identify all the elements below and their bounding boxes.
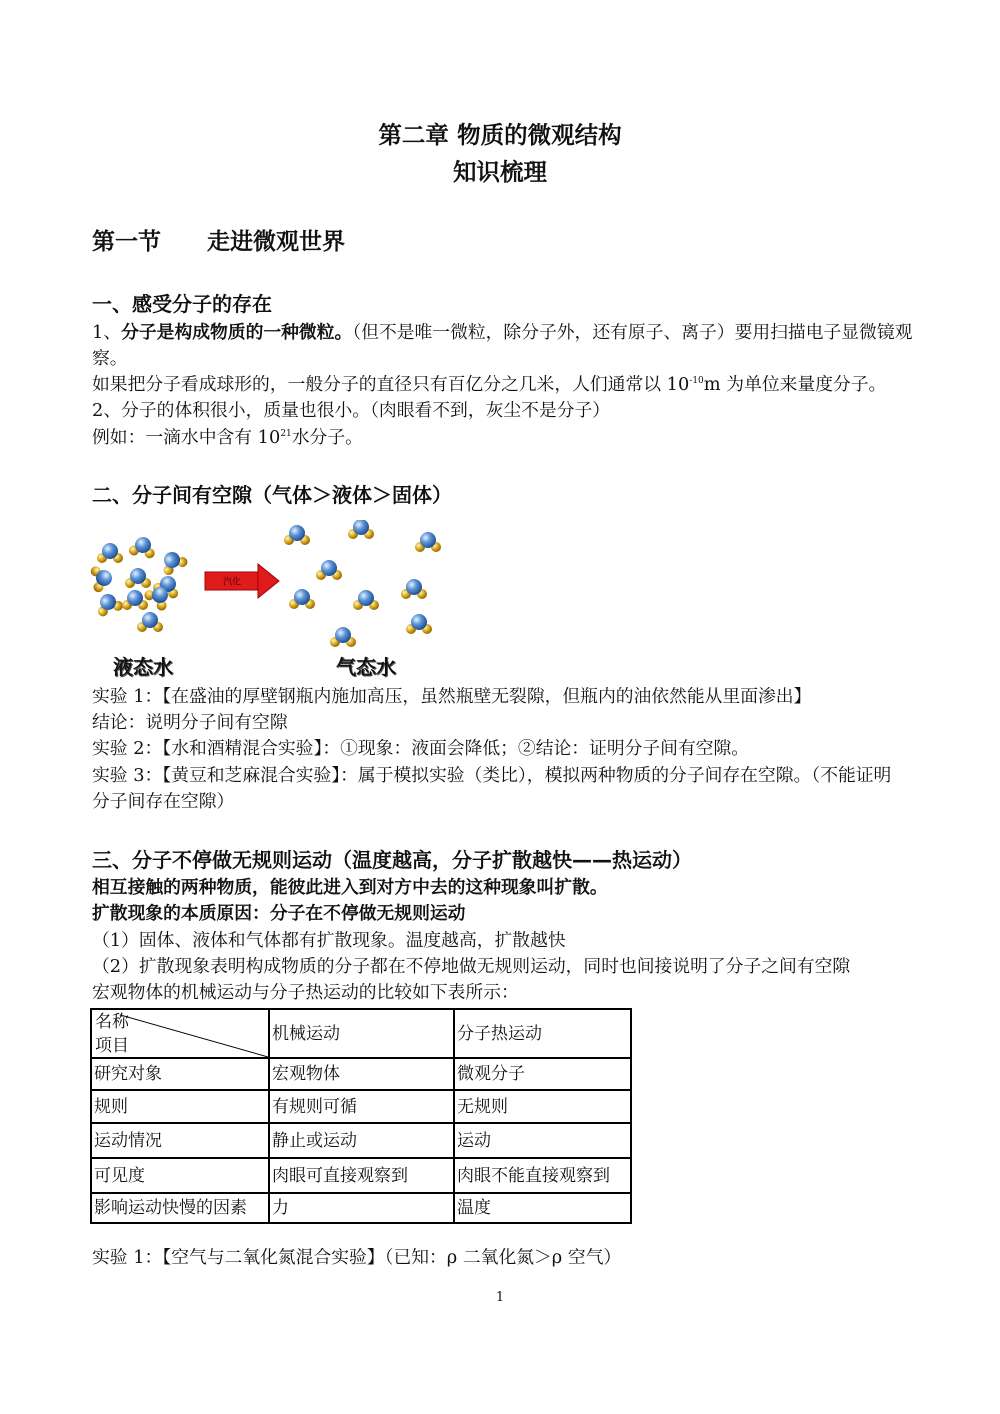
oxygen-atom <box>102 543 118 559</box>
oxygen-atom <box>335 627 351 643</box>
table-header-row <box>91 1009 631 1058</box>
row-header: 可见度 <box>91 1158 269 1193</box>
table-row <box>91 1058 631 1090</box>
table-row <box>91 1090 631 1123</box>
water-molecule <box>137 612 163 632</box>
comparison-table <box>90 1008 632 1224</box>
water-molecule <box>316 560 342 580</box>
point-2-line: （2）扩散现象表明构成物质的分子都在不停地做无规则运动，同时也间接说明了分子之间有空隙 <box>92 956 851 977</box>
fact1-continuation: 察。 <box>92 348 128 369</box>
oxygen-atom <box>406 579 422 595</box>
fact1-number: 1、 <box>92 322 122 343</box>
table-cell: 宏观物体 <box>269 1058 454 1090</box>
evaporation-arrow <box>205 564 279 598</box>
oxygen-atom <box>294 589 310 605</box>
table-cell: 无规则 <box>454 1090 631 1123</box>
experiment-3-continuation: 分子间存在空隙） <box>92 791 235 812</box>
molecule-size-exponent: -10 <box>689 376 704 387</box>
row-header: 运动情况 <box>91 1123 269 1158</box>
water-molecule <box>406 614 432 634</box>
oxygen-atom <box>289 525 305 541</box>
section-heading: 第一节 走进微观世界 <box>92 229 345 255</box>
oxygen-atom <box>420 532 436 548</box>
evaporation-figure <box>85 520 465 650</box>
conclusion-line: 结论：说明分子间有空隙 <box>92 712 288 733</box>
column-header: 分子热运动 <box>454 1009 631 1058</box>
table-cell: 力 <box>269 1193 454 1223</box>
water-molecule <box>289 589 315 609</box>
example-unit: 水分子。 <box>291 427 363 448</box>
chapter-title: 第二章 物质的微观结构 <box>378 121 622 149</box>
corner-label-bottom: 项目 <box>95 1036 129 1056</box>
water-molecule <box>401 579 427 599</box>
liquid-water-label: 液态水 <box>113 655 173 679</box>
experiment-no2-line: 实验 1：【空气与二氧化氮混合实验】（已知：ρ 二氧化氮＞ρ 空气） <box>92 1247 622 1268</box>
arrow-head <box>258 564 279 598</box>
table-cell: 静止或运动 <box>269 1123 454 1158</box>
water-molecule <box>128 535 157 559</box>
water-molecule <box>284 525 310 545</box>
experiment-3-line: 实验 3：【黄豆和芝麻混合实验】：属于模拟实验（类比），模拟两种物质的分子间存在空隙。（不能证明 <box>92 765 892 786</box>
table-cell: 温度 <box>454 1193 631 1223</box>
table-corner-cell <box>91 1009 269 1058</box>
column-header: 机械运动 <box>269 1009 454 1058</box>
example-text: 例如：一滴水中含有 10 <box>92 427 281 448</box>
molecule-size-unit: m 为单位来量度分子。 <box>703 374 887 395</box>
table-cell: 有规则可循 <box>269 1090 454 1123</box>
arrow-label: 汽化 <box>222 577 242 588</box>
experiment-2-line: 实验 2：【水和酒精混合实验】：①现象：液面会降低；②结论：证明分子间有空隙。 <box>92 738 750 759</box>
chapter-subtitle: 知识梳理 <box>453 158 547 186</box>
part2-heading: 二、分子间有空隙（气体＞液体＞固体） <box>92 483 452 507</box>
water-molecule <box>125 568 151 588</box>
oxygen-atom <box>127 590 143 606</box>
water-vapor-label: 气态水 <box>336 655 396 679</box>
water-molecule <box>348 520 374 539</box>
oxygen-atom <box>411 614 427 630</box>
water-molecule <box>157 547 190 577</box>
diffusion-cause: 扩散现象的本质原因：分子在不停做无规则运动 <box>92 903 466 924</box>
table-cell: 运动 <box>454 1123 631 1158</box>
diffusion-definition: 相互接触的两种物质，能彼此进入到对方中去的这种现象叫扩散。 <box>92 877 608 898</box>
water-molecule <box>97 543 123 563</box>
corner-label-top: 名称 <box>95 1012 129 1032</box>
water-molecule <box>122 590 148 610</box>
fact1-key-statement: 分子是构成物质的一种微粒。 <box>121 322 353 343</box>
table-row <box>91 1158 631 1193</box>
water-molecule <box>93 590 124 618</box>
fact2-line: 2、分子的体积很小，质量也很小。（肉眼看不到，灰尘不是分子） <box>92 400 611 421</box>
oxygen-atom <box>358 590 374 606</box>
water-molecule <box>415 532 441 552</box>
table-row <box>91 1193 631 1223</box>
point-1-line: （1）固体、液体和气体都有扩散现象。温度越高，扩散越快 <box>92 930 566 951</box>
molecule-size-text: 如果把分子看成球形的，一般分子的直径只有百亿分之几米，人们通常以 10 <box>92 374 690 395</box>
oxygen-atom <box>142 612 158 628</box>
table-row <box>91 1123 631 1158</box>
molecule-size-line <box>92 372 886 398</box>
example-exponent: 21 <box>280 429 292 440</box>
fact1-line <box>92 320 912 346</box>
oxygen-atom <box>130 568 146 584</box>
row-header: 规则 <box>91 1090 269 1123</box>
part1-heading: 一、感受分子的存在 <box>92 292 272 316</box>
example-line <box>92 425 363 451</box>
row-header: 影响运动快慢的因素 <box>91 1193 269 1223</box>
page-number: 1 <box>495 1290 505 1305</box>
experiment-1-line: 实验 1：【在盛油的厚壁钢瓶内施加高压，虽然瓶壁无裂隙，但瓶内的油依然能从里面渗出】 <box>92 686 812 707</box>
water-molecule <box>330 627 356 647</box>
table-cell: 肉眼不能直接观察到 <box>454 1158 631 1193</box>
water-molecule <box>90 564 114 593</box>
fact1-note: （但不是唯一微粒，除分子外，还有原子、离子）要用扫描电子显微镜观 <box>352 322 913 343</box>
table-cell: 微观分子 <box>454 1058 631 1090</box>
part3-heading: 三、分子不停做无规则运动（温度越高，分子扩散越快——热运动） <box>92 848 692 872</box>
row-header: 研究对象 <box>91 1058 269 1090</box>
table-intro-line: 宏观物体的机械运动与分子热运动的比较如下表所示： <box>92 982 519 1003</box>
water-molecule <box>353 590 379 610</box>
oxygen-atom <box>321 560 337 576</box>
table-cell: 肉眼可直接观察到 <box>269 1158 454 1193</box>
